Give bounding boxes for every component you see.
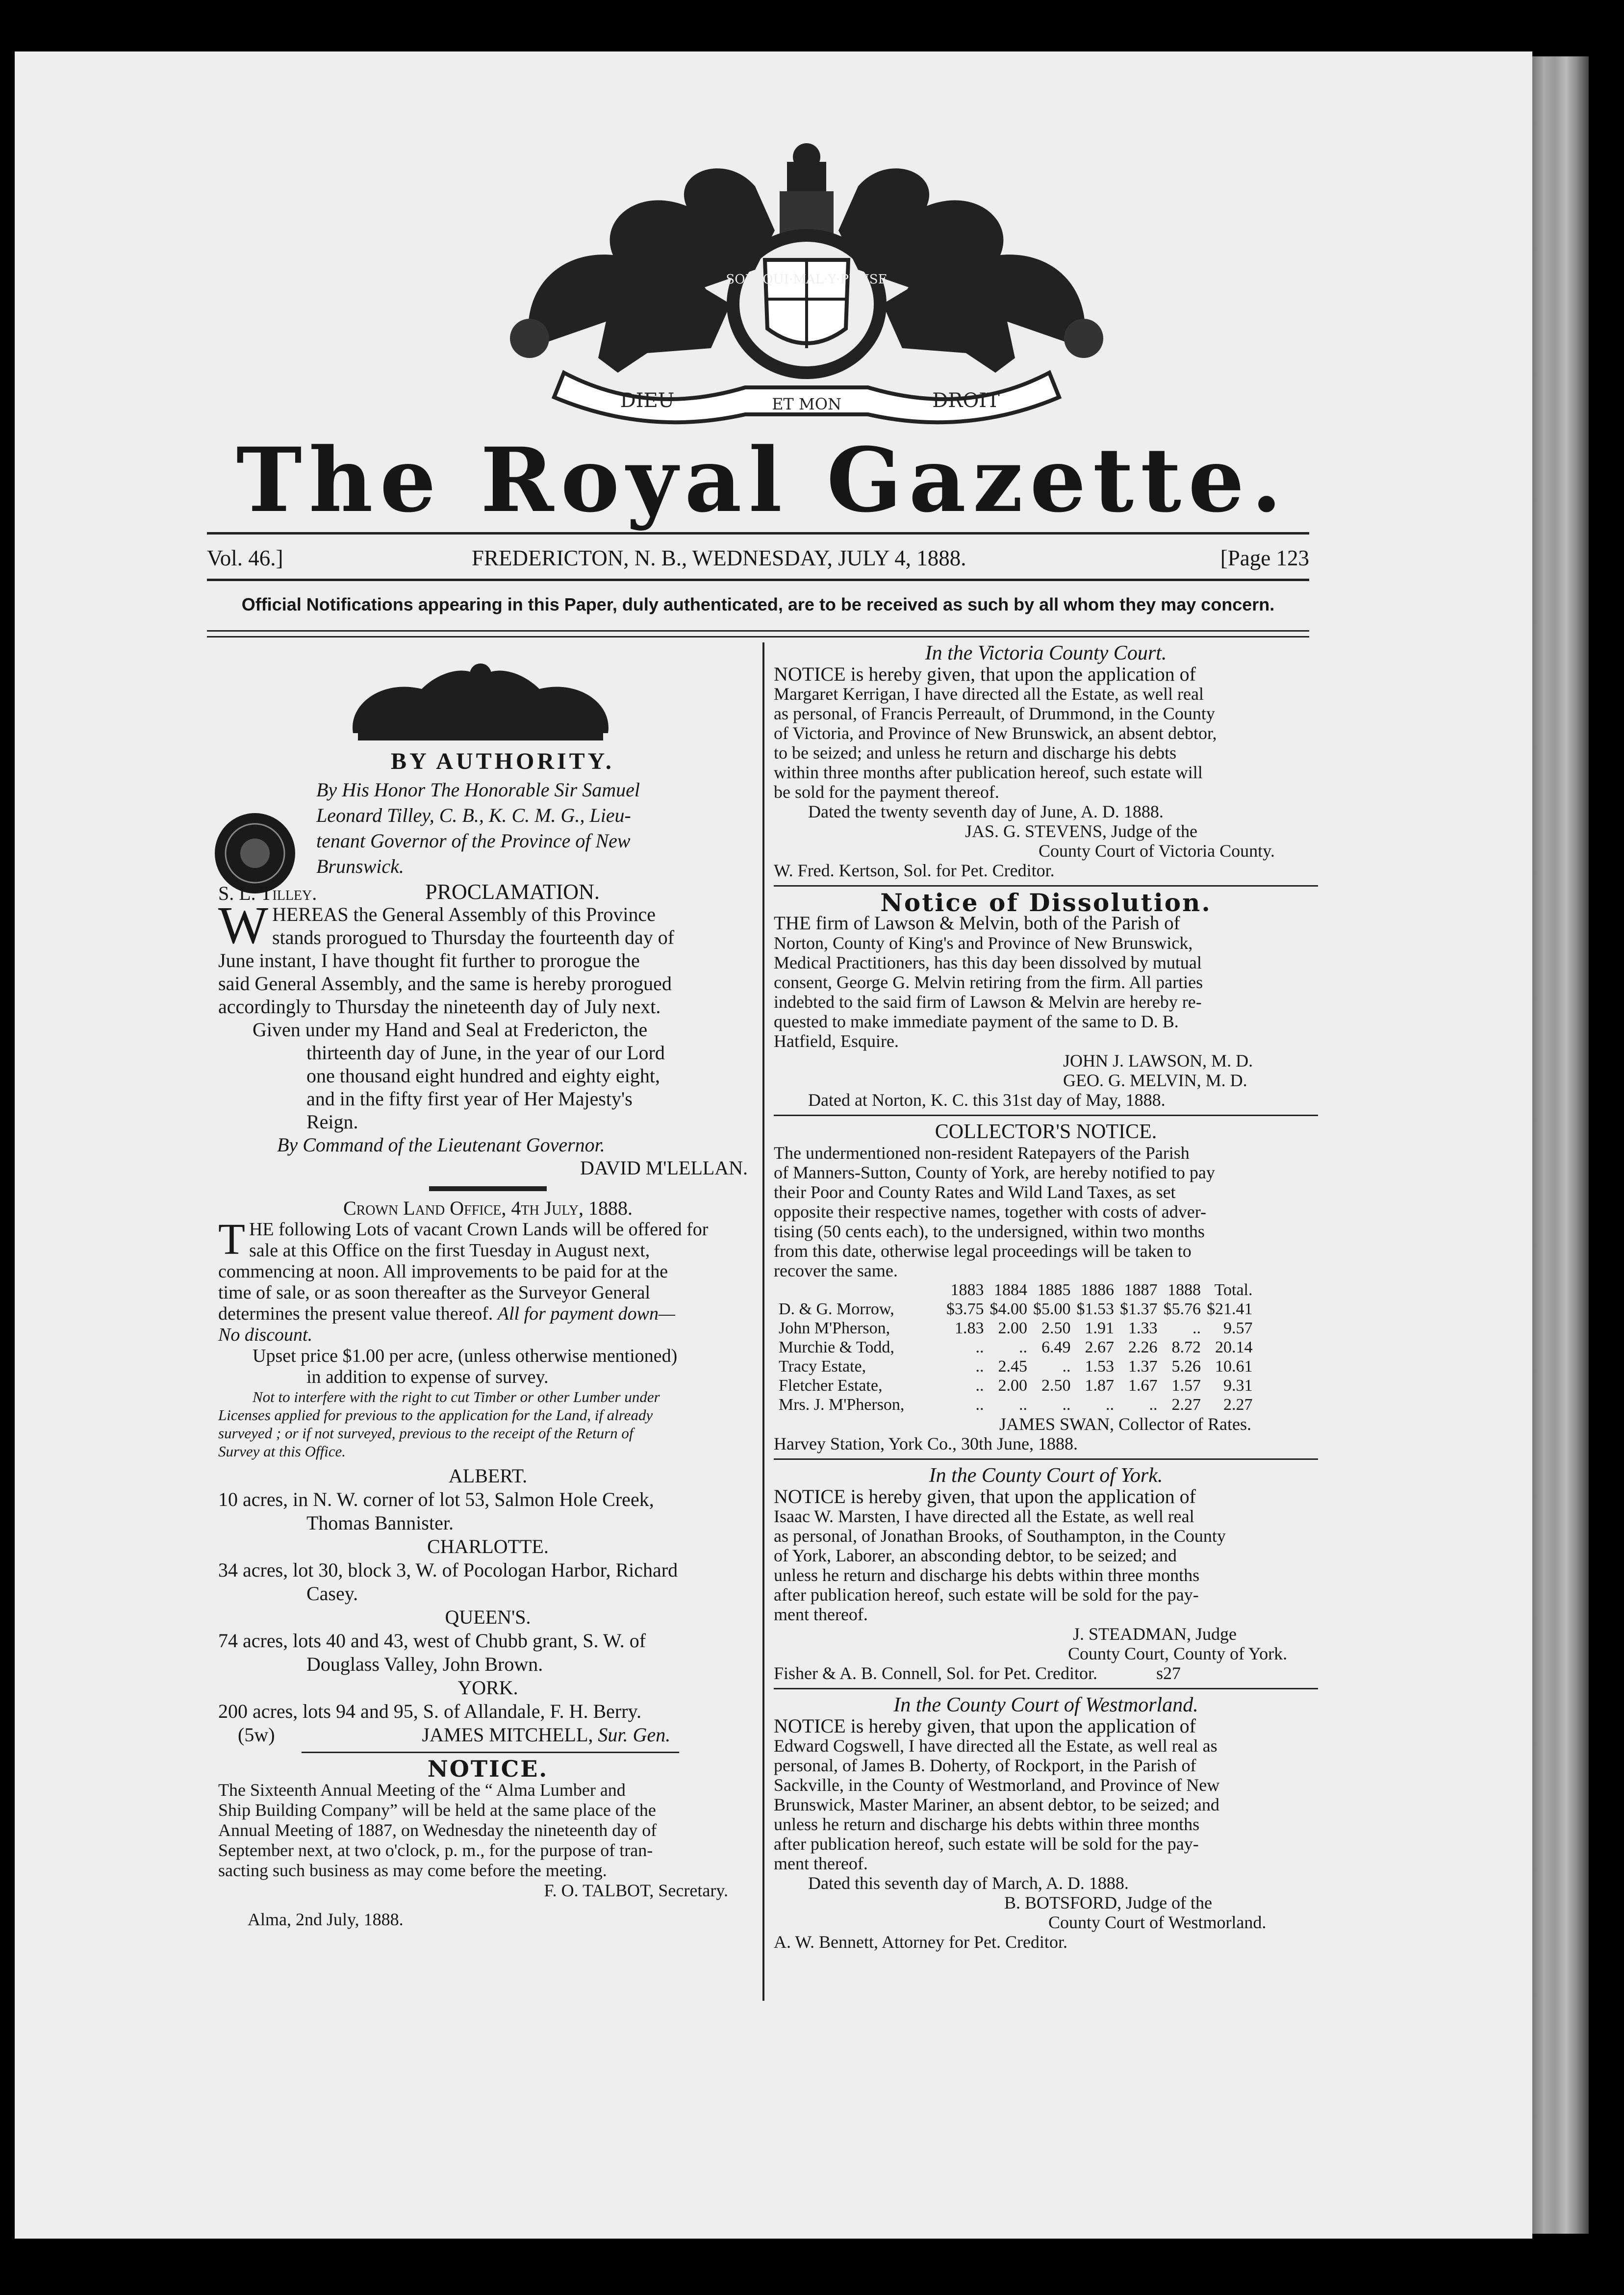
body-line: THE firm of Lawson & Melvin, both of the Parish of (774, 913, 1180, 934)
surveyor-signature: JAMES MITCHELL, (422, 1724, 593, 1746)
table-cell: 9.31 (1223, 1377, 1253, 1395)
body-line: said General Assembly, and the same is hereby prorogued (218, 972, 672, 994)
table-cell: .. (1149, 1396, 1158, 1414)
given-line: Given under my Hand and Seal at Fredericton, the (253, 1019, 648, 1041)
body-line: personal, of James B. Doherty, of Rockport, in the Parish of (774, 1756, 1196, 1775)
body-line: June instant, I have thought fit further to prorogue the (218, 949, 640, 971)
dated-line: Dated at Norton, K. C. this 31st day of May, 1888. (808, 1090, 1166, 1110)
table-header: 1885 (1037, 1281, 1071, 1299)
judge-line: JAS. G. STEVENS, Judge of the (965, 821, 1197, 841)
masthead-rule (207, 532, 1309, 535)
table-cell: $1.37 (1120, 1300, 1158, 1318)
collector-notice (774, 1143, 1318, 1454)
column-divider (762, 642, 764, 2001)
body-line: indebted to the said firm of Lawson & Melvin are hereby re- (774, 992, 1202, 1012)
collector-place: Harvey Station, York Co., 30th June, 1888. (774, 1434, 1078, 1454)
given-line: Reign. (306, 1111, 358, 1133)
volume-number: Vol. 46.] (207, 546, 283, 570)
westmorland-court-notice (774, 1716, 1318, 1952)
crest-motto-right: DROIT (932, 389, 1000, 412)
note-line: surveyed ; or if not surveyed, previous to the receipt of the Return of (218, 1425, 634, 1442)
body-line: of Manners-Sutton, County of York, are hereby notified to pay (774, 1163, 1215, 1182)
westmorland-court-heading: In the County Court of Westmorland. (893, 1694, 1198, 1716)
york-court-notice (774, 1487, 1318, 1683)
lot-line: Thomas Bannister. (306, 1512, 454, 1534)
section-rule (774, 1688, 1318, 1689)
place-and-date: FREDERICTON, N. B., WEDNESDAY, JULY 4, 1888. (472, 546, 966, 570)
table-cell: $5.00 (1033, 1300, 1071, 1318)
body-line: NOTICE is hereby given, that upon the application of (774, 1715, 1196, 1737)
table-row (779, 1395, 1256, 1414)
table-cell: Tracy Estate, (779, 1357, 866, 1376)
judge-line: B. BOTSFORD, Judge of the (1004, 1893, 1213, 1912)
body-line: be sold for the payment thereof. (774, 782, 999, 802)
table-cell: $4.00 (990, 1300, 1027, 1318)
table-cell: .. (1062, 1357, 1071, 1376)
body-line: HE following Lots of vacant Crown Lands will be offered for (249, 1219, 709, 1240)
table-cell: 2.50 (1041, 1319, 1071, 1337)
surveyor-title: Sur. Gen. (598, 1724, 671, 1746)
drop-cap: T (218, 1215, 245, 1264)
body-line: of Victoria, and Province of New Brunswick, an absent debtor, (774, 723, 1217, 743)
body-line: as personal, of Jonathan Brooks, of Southampton, in the County (774, 1526, 1226, 1546)
note-line: Licenses applied for previous to the application for the Land, if already (218, 1406, 653, 1424)
body-line: Hatfield, Esquire. (774, 1031, 899, 1051)
body-line: HEREAS the General Assembly of this Province (272, 903, 656, 925)
body-line: consent, George G. Melvin retiring from the firm. All parties (774, 972, 1203, 992)
body-line: unless he return and discharge his debts within three months (774, 1814, 1200, 1834)
body-line: The Sixteenth Annual Meeting of the “ Alma Lumber and (218, 1780, 626, 1800)
body-line: NOTICE is hereby given, that upon the application of (774, 1485, 1196, 1507)
body-line: Margaret Kerrigan, I have directed all the Estate, as well real (774, 684, 1204, 704)
body-line: Medical Practitioners, has this day been dissolved by mutual (774, 953, 1202, 972)
proclamation-body (218, 896, 758, 1179)
table-cell: 9.57 (1223, 1319, 1253, 1337)
right-column (774, 642, 1318, 1952)
alma-date: Alma, 2nd July, 1888. (248, 1910, 404, 1929)
crest-motto-ribbon: SOIT·QUI·MAL·Y·PENSE (726, 272, 888, 287)
header-double-rule-2 (207, 636, 1309, 638)
byline-line: Leonard Tilley, C. B., K. C. M. G., Lieu- (316, 804, 631, 826)
county-name: CHARLOTTE. (427, 1535, 549, 1557)
table-cell: $1.53 (1076, 1300, 1114, 1318)
dissolution-notice (774, 914, 1318, 1110)
collector-signer: JAMES SWAN, Collector of Rates. (999, 1414, 1251, 1434)
lot-line: Casey. (306, 1582, 358, 1605)
body-line: tising (50 cents each), to the undersigned, within two months (774, 1222, 1205, 1241)
command-line: By Command of the Lieutenant Governor. (277, 1134, 605, 1156)
collector-notice-title: COLLECTOR'S NOTICE. (935, 1121, 1157, 1143)
table-cell: .. (1019, 1338, 1027, 1356)
table-header: 1888 (1167, 1281, 1201, 1299)
lot-line: 10 acres, in N. W. corner of lot 53, Salmon Hole Creek, (218, 1488, 654, 1510)
table-cell: 2.27 (1171, 1396, 1201, 1414)
table-cell: 8.72 (1171, 1338, 1201, 1356)
table-cell: 2.67 (1085, 1338, 1114, 1356)
body-line: of York, Laborer, an absconding debtor, to be seized; and (774, 1546, 1177, 1565)
table-header-row (779, 1280, 1256, 1300)
alma-notice-body (218, 1780, 758, 1930)
table-cell: 5.26 (1171, 1357, 1201, 1376)
body-line: to be seized; and unless he return and discharge his debts (774, 743, 1177, 763)
upset-price-line: Upset price $1.00 per acre, (unless otherwise mentioned) (253, 1346, 678, 1366)
body-line: commencing at noon. All improvements to be paid for at the (218, 1261, 668, 1282)
judge-line: County Court of Victoria County. (1039, 841, 1275, 861)
proclamation-title: PROCLAMATION. (425, 880, 600, 904)
byline-line: By His Honor The Honorable Sir Samuel (316, 779, 640, 801)
table-header: 1884 (994, 1281, 1027, 1299)
body-line: after publication hereof, such estate will be sold for the pay- (774, 1585, 1199, 1605)
table-cell: .. (1193, 1319, 1201, 1337)
table-cell: 1.33 (1128, 1319, 1158, 1337)
by-authority-crest (343, 660, 618, 748)
given-line: one thousand eight hundred and eighty eight, (306, 1065, 660, 1087)
body-line: Annual Meeting of 1887, on Wednesday the nineteenth day of (218, 1820, 657, 1840)
by-authority-heading: BY AUTHORITY. (391, 748, 614, 774)
lot-line: Douglass Valley, John Brown. (306, 1653, 543, 1675)
table-cell: 2.00 (998, 1377, 1027, 1395)
table-cell: $5.76 (1163, 1300, 1201, 1318)
body-line: unless he return and discharge his debts within three months (774, 1565, 1200, 1585)
york-court-heading: In the County Court of York. (929, 1464, 1163, 1487)
county-name: QUEEN'S. (445, 1606, 531, 1628)
royal-coat-of-arms (500, 142, 1113, 427)
body-line: Ship Building Company” will be held at the same place of the (218, 1800, 656, 1820)
book-spine (1532, 56, 1589, 2234)
table-cell: .. (1062, 1396, 1071, 1414)
given-line: and in the fifty first year of Her Majesty's (306, 1088, 633, 1110)
timber-note (218, 1388, 758, 1460)
header-double-rule-1 (207, 630, 1309, 632)
table-cell: 10.61 (1215, 1357, 1253, 1376)
table-cell: .. (975, 1396, 984, 1414)
judge-line: County Court of Westmorland. (1048, 1912, 1267, 1932)
table-cell: .. (975, 1338, 984, 1356)
byline-line: tenant Governor of the Province of New (316, 830, 631, 852)
left-column (218, 750, 758, 1930)
ad-code: (5w) (238, 1724, 275, 1746)
lot-line: 74 acres, lots 40 and 43, west of Chubb grant, S. W. of (218, 1630, 646, 1652)
table-cell: John M'Pherson, (779, 1319, 890, 1337)
table-cell: 6.49 (1041, 1338, 1071, 1356)
table-cell: 1.53 (1085, 1357, 1114, 1376)
table-header: 1887 (1124, 1281, 1158, 1299)
table-cell: 2.00 (998, 1319, 1027, 1337)
page-number: [Page 123 (1220, 546, 1309, 570)
table-cell: $3.75 (946, 1300, 984, 1318)
table-row (779, 1338, 1256, 1357)
solicitor-line: Fisher & A. B. Connell, Sol. for Pet. Creditor. (774, 1663, 1098, 1683)
table-cell: 2.50 (1041, 1377, 1071, 1395)
dated-line: Dated the twenty seventh day of June, A. D. 1888. (808, 802, 1164, 821)
dated-line: Dated this seventh day of March, A. D. 1888. (808, 1873, 1129, 1893)
county-lots (218, 1464, 758, 1747)
table-cell: 1.91 (1085, 1319, 1114, 1337)
judge-line: J. STEADMAN, Judge (1073, 1624, 1237, 1644)
table-cell: $21.41 (1207, 1300, 1253, 1318)
dissolution-title: Notice of Dissolution. (880, 888, 1212, 917)
solicitor-line: W. Fred. Kertson, Sol. for Pet. Creditor. (774, 861, 1055, 880)
section-bar (429, 1186, 547, 1191)
table-cell: 20.14 (1215, 1338, 1253, 1356)
table-cell: 1.87 (1085, 1377, 1114, 1395)
given-line: thirteenth day of June, in the year of our Lord (306, 1042, 665, 1064)
table-row (779, 1376, 1256, 1395)
table-cell: 1.37 (1128, 1357, 1158, 1376)
body-line: Edward Cogswell, I have directed all the Estate, as well real as (774, 1736, 1218, 1756)
secretary-signature: DAVID M'LELLAN. (580, 1157, 748, 1179)
body-line: from this date, otherwise legal proceedings will be taken to (774, 1241, 1192, 1261)
body-line: ment thereof. (774, 1605, 868, 1624)
table-header (779, 1280, 943, 1300)
table-cell: .. (975, 1357, 984, 1376)
victoria-notice (774, 664, 1318, 880)
table-cell: 2.45 (998, 1357, 1027, 1376)
body-line: time of sale, or as soon thereafter as the Surveyor General (218, 1282, 651, 1303)
victoria-court-heading: In the Victoria County Court. (925, 642, 1167, 664)
body-line: Isaac W. Marsten, I have directed all the Estate, as well real (774, 1506, 1194, 1526)
body-line: Brunswick, Master Mariner, an absent debtor, to be seized; and (774, 1795, 1219, 1814)
judge-line: County Court, County of York. (1068, 1644, 1288, 1663)
table-cell: Fletcher Estate, (779, 1377, 883, 1395)
crown-land-body (218, 1215, 758, 1747)
attorney-line: A. W. Bennett, Attorney for Pet. Creditor. (774, 1932, 1067, 1952)
lot-line: 200 acres, lots 94 and 95, S. of Allandale, F. H. Berry. (218, 1700, 641, 1722)
body-line: Sackville, in the County of Westmorland, and Province of New (774, 1775, 1220, 1795)
table-header: 1886 (1081, 1281, 1114, 1299)
body-line: ment thereof. (774, 1854, 868, 1873)
table-row (779, 1300, 1256, 1319)
byline-line: Brunswick. (316, 855, 404, 877)
crest-motto-left: DIEU (620, 389, 675, 412)
official-notifications-line: Official Notifications appearing in this Paper, duly authenticated, are to be received as such by all whom they may concern. (241, 594, 1275, 614)
table-cell: D. & G. Morrow, (779, 1300, 894, 1318)
table-cell: Mrs. J. M'Pherson, (779, 1396, 905, 1414)
table-cell: 1.57 (1171, 1377, 1201, 1395)
body-line: opposite their respective names, together with costs of adver- (774, 1202, 1206, 1222)
section-rule (774, 885, 1318, 887)
body-line: September next, at two o'clock, p. m., for the purpose of tran- (218, 1840, 653, 1860)
crest-motto-mid: ET MON (772, 395, 841, 413)
body-line: Norton, County of King's and Province of New Brunswick, (774, 933, 1193, 953)
rates-table (779, 1280, 1256, 1414)
signature-line: JOHN J. LAWSON, M. D. (1063, 1051, 1253, 1071)
body-line: recover the same. (774, 1261, 898, 1280)
body-line: accordingly to Thursday the nineteenth day of July next. (218, 995, 661, 1018)
signature-line: GEO. G. MELVIN, M. D. (1063, 1071, 1247, 1090)
drop-cap: W (218, 896, 268, 955)
county-name: YORK. (457, 1677, 518, 1699)
table-cell: .. (975, 1377, 984, 1395)
table-cell: 1.67 (1128, 1377, 1158, 1395)
crown-land-heading: Crown Land Office, 4th July, 1888. (343, 1197, 633, 1219)
body-line: determines the present value thereof. (218, 1303, 493, 1324)
body-line: quested to make immediate payment of the same to D. B. (774, 1012, 1179, 1031)
body-line: NOTICE is hereby given, that upon the application of (774, 663, 1196, 685)
note-line: Survey at this Office. (218, 1443, 346, 1460)
table-cell: 2.26 (1128, 1338, 1158, 1356)
table-row (779, 1357, 1256, 1376)
body-line: within three months after publication hereof, such estate will (774, 763, 1203, 782)
table-cell: .. (1019, 1396, 1027, 1414)
alma-notice-title: NOTICE. (427, 1756, 549, 1782)
body-line-italic: All for payment down— (497, 1303, 675, 1324)
table-cell: 2.27 (1223, 1396, 1253, 1414)
table-row (779, 1319, 1256, 1338)
body-line: sacting such business as may come before the meeting. (218, 1861, 607, 1880)
masthead-title: The Royal Gazette. (236, 429, 1289, 532)
body-line: stands prorogued to Thursday the fourteenth day of (272, 926, 675, 948)
alma-signer: F. O. TALBOT, Secretary. (544, 1881, 728, 1900)
note-line: Not to interfere with the right to cut Timber or other Lumber under (253, 1388, 660, 1405)
upset-price-line: in addition to expense of survey. (306, 1367, 549, 1387)
ad-code: s27 (1156, 1663, 1181, 1683)
proclamation-byline (218, 777, 758, 879)
table-cell: 1.83 (955, 1319, 984, 1337)
dateline (207, 545, 1309, 575)
body-line: as personal, of Francis Perreault, of Drummond, in the County (774, 704, 1215, 723)
county-name: ALBERT. (448, 1465, 528, 1487)
section-rule (774, 1115, 1318, 1116)
tilley-signature: S. L. Tilley. (218, 882, 317, 904)
body-line: The undermentioned non-resident Ratepayers of the Parish (774, 1143, 1190, 1163)
lot-line: 34 acres, lot 30, block 3, W. of Pocologan Harbor, Richard (218, 1559, 678, 1581)
table-header: 1883 (950, 1281, 984, 1299)
body-line: their Poor and County Rates and Wild Land Taxes, as set (774, 1182, 1176, 1202)
section-rule (302, 1752, 679, 1753)
body-line-italic: No discount. (218, 1325, 313, 1345)
section-rule (774, 1458, 1318, 1460)
body-line: sale at this Office on the first Tuesday in August next, (249, 1240, 650, 1261)
table-header: Total. (1214, 1281, 1253, 1299)
body-line: after publication hereof, such estate will be sold for the pay- (774, 1834, 1199, 1854)
dateline-rule (207, 579, 1309, 581)
table-cell: Murchie & Todd, (779, 1338, 894, 1356)
table-cell: .. (1106, 1396, 1114, 1414)
